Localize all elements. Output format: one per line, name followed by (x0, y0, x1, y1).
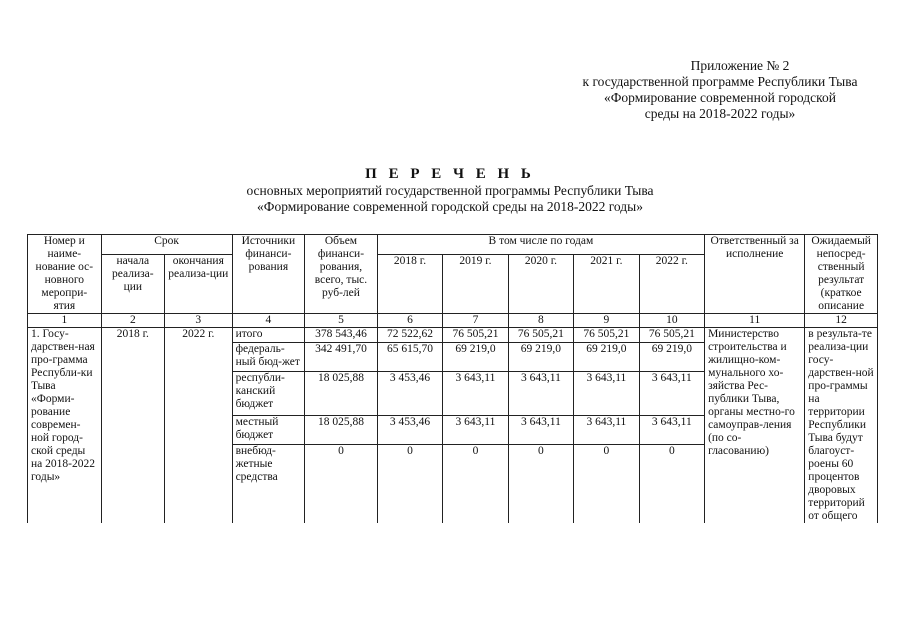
header-volume: Объем финанси-рования, всего, тыс. руб-лей (305, 235, 378, 314)
header-year: 2021 г. (574, 255, 639, 314)
column-index: 6 (377, 314, 442, 328)
event-end: 2022 г. (165, 328, 233, 524)
funding-2018: 65 615,70 (377, 343, 442, 372)
column-index: 9 (574, 314, 639, 328)
funding-2018: 72 522,62 (377, 328, 442, 343)
event-start: 2018 г. (101, 328, 164, 524)
header-responsible: Ответственный за исполнение (705, 235, 805, 314)
funding-2018: 3 453,46 (377, 415, 442, 444)
funding-2019: 3 643,11 (443, 415, 508, 444)
column-index: 5 (305, 314, 378, 328)
column-index: 11 (705, 314, 805, 328)
funding-total: 378 543,46 (305, 328, 378, 343)
funding-2022: 0 (639, 445, 704, 524)
funding-2020: 0 (508, 445, 573, 524)
header-year: 2018 г. (377, 255, 442, 314)
column-index: 8 (508, 314, 573, 328)
header-row-1 (28, 235, 878, 255)
header-term-end: окончания реализа-ции (165, 255, 233, 314)
header-year: 2020 г. (508, 255, 573, 314)
funding-total: 18 025,88 (305, 372, 378, 415)
column-index: 3 (165, 314, 233, 328)
funding-total: 18 025,88 (305, 415, 378, 444)
funding-source: итого (232, 328, 305, 343)
funding-source: республи-канский бюджет (232, 372, 305, 415)
funding-2022: 3 643,11 (639, 415, 704, 444)
column-index: 7 (443, 314, 508, 328)
funding-2022: 3 643,11 (639, 372, 704, 415)
events-table (27, 234, 878, 523)
header-expected: Ожидаемый непосред-ственный результат (краткое описание (805, 235, 878, 314)
funding-2019: 69 219,0 (443, 343, 508, 372)
header-sources: Источники финанси-рования (232, 235, 305, 314)
appendix-line-4: среды на 2018-2022 годы» (644, 106, 796, 121)
column-index: 10 (639, 314, 704, 328)
funding-2020: 3 643,11 (508, 372, 573, 415)
funding-2021: 3 643,11 (574, 372, 639, 415)
header-year: 2019 г. (443, 255, 508, 314)
funding-2021: 76 505,21 (574, 328, 639, 343)
column-index: 2 (101, 314, 164, 328)
header-by-years: В том числе по годам (377, 235, 704, 255)
header-term: Срок (101, 235, 232, 255)
header-term-start: начала реализа-ции (101, 255, 164, 314)
funding-source: внебюд-жетные средства (232, 445, 305, 524)
document-subtitle-1: основных мероприятий государственной программы Республики Тыва (246, 183, 654, 198)
funding-2020: 76 505,21 (508, 328, 573, 343)
header-number-name: Номер и наиме-нование ос-новного меропри-ятия (28, 235, 102, 314)
funding-2019: 0 (443, 445, 508, 524)
column-index: 12 (805, 314, 878, 328)
appendix-line-2: к государственной программе Республики Тыва (582, 74, 858, 89)
funding-2022: 76 505,21 (639, 328, 704, 343)
column-index: 1 (28, 314, 102, 328)
funding-total: 0 (305, 445, 378, 524)
funding-2019: 76 505,21 (443, 328, 508, 343)
event-responsible: Министерство строительства и жилищно-ком-мунального хо-зяйства Рес-публики Тыва, органы местно-го самоуправ-ления (по со-гласованию) (705, 328, 805, 524)
document-heading (100, 165, 800, 215)
funding-2021: 0 (574, 445, 639, 524)
column-index: 4 (232, 314, 305, 328)
funding-2018: 3 453,46 (377, 372, 442, 415)
funding-2021: 3 643,11 (574, 415, 639, 444)
appendix-line-3: «Формирование современной городской (604, 90, 836, 105)
funding-2019: 3 643,11 (443, 372, 508, 415)
appendix-line-1: Приложение № 2 (690, 58, 790, 73)
event-name: 1. Госу-дарствен-ная про-грамма Республи-ки Тыва «Форми-рование современ-ной город-ской среды на 2018-2022 годы» (28, 328, 102, 524)
column-index-row (28, 314, 878, 328)
funding-2020: 3 643,11 (508, 415, 573, 444)
document-title: П Е Р Е Ч Е Н Ь (365, 166, 535, 182)
document-subtitle-2: «Формирование современной городской среды на 2018-2022 годы» (257, 199, 643, 214)
header-year: 2022 г. (639, 255, 704, 314)
funding-2018: 0 (377, 445, 442, 524)
funding-total: 342 491,70 (305, 343, 378, 372)
event-expected-result: в результа-те реализа-ции госу-дарствен-ной про-граммы на территории Республики Тыва будут благоуст-роены 60 процентов дворовых территорий от общего (805, 328, 878, 524)
funding-2022: 69 219,0 (639, 343, 704, 372)
funding-source: федераль-ный бюд-жет (232, 343, 305, 372)
appendix-header (540, 58, 900, 122)
funding-2020: 69 219,0 (508, 343, 573, 372)
funding-source: местный бюджет (232, 415, 305, 444)
table-row (28, 328, 878, 343)
funding-2021: 69 219,0 (574, 343, 639, 372)
